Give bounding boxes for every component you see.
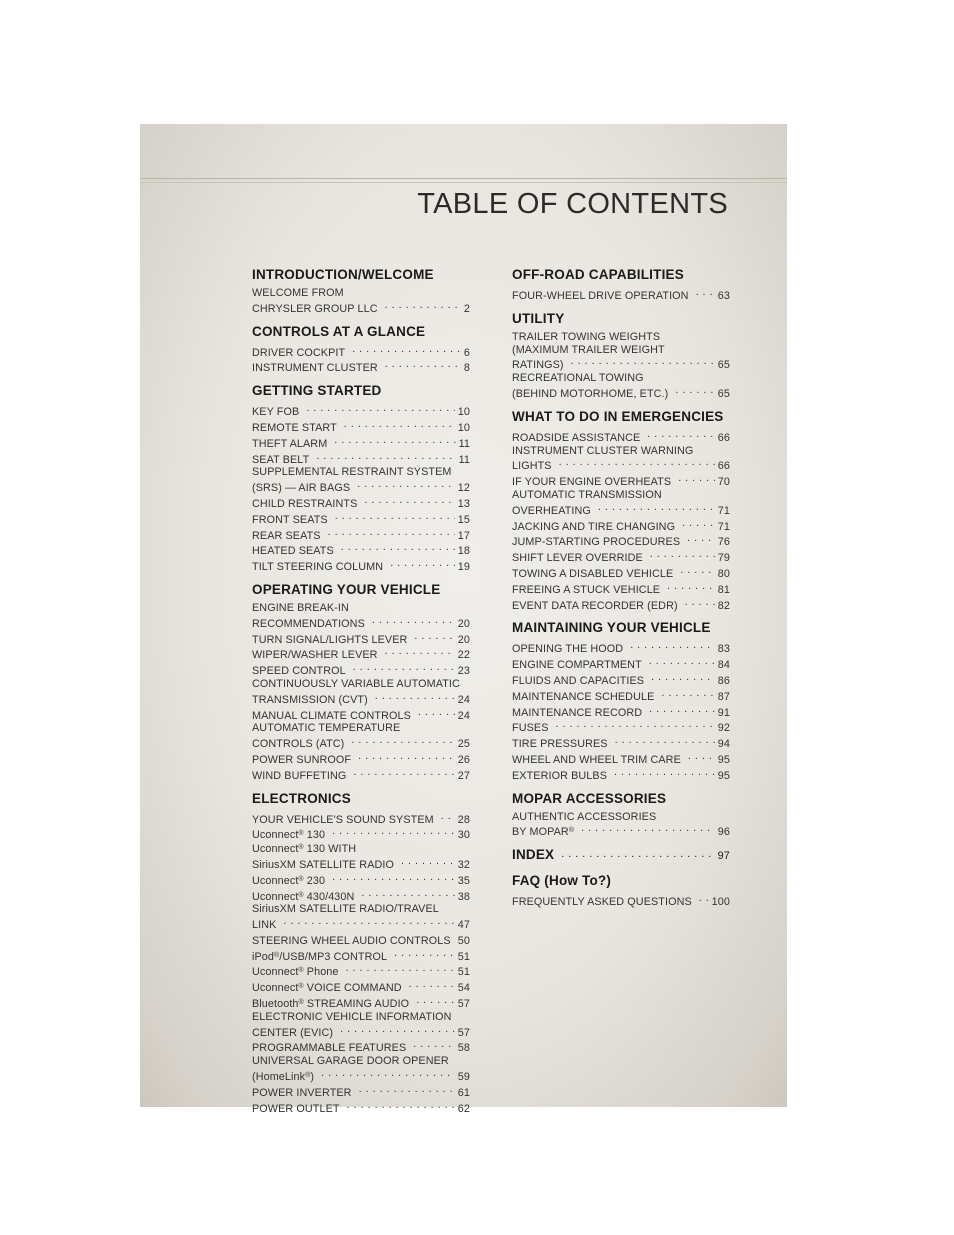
- entry-title: WHEEL AND WHEEL TRIM CARE: [512, 753, 681, 766]
- entry-title: CHILD RESTRAINTS: [252, 497, 358, 510]
- leader-dots: [674, 473, 715, 485]
- page-number: 24: [457, 693, 470, 706]
- entry-text-line: AUTOMATIC TEMPERATURE: [252, 722, 401, 735]
- page-number: 84: [717, 659, 730, 672]
- leader-dots: [331, 511, 455, 523]
- toc-section: [512, 846, 730, 865]
- document-page: [140, 124, 787, 1115]
- toc-entry[interactable]: [252, 344, 470, 360]
- entry-title: Uconnect® 230: [252, 874, 326, 887]
- leader-dots: [302, 403, 454, 415]
- entry-title: WIND BUFFETING: [252, 769, 347, 782]
- page-number: 71: [717, 520, 730, 533]
- leader-dots: [695, 893, 709, 905]
- leader-dots: [354, 751, 455, 763]
- leader-dots: [610, 767, 715, 779]
- leader-dots: [347, 735, 454, 747]
- page-number: 71: [717, 504, 730, 517]
- page-number: 87: [717, 690, 730, 703]
- toc-entry[interactable]: [512, 533, 730, 549]
- entry-title: MAINTENANCE RECORD: [512, 706, 643, 719]
- entry-title: RECOMMENDATIONS: [252, 617, 365, 630]
- page-number: 13: [457, 497, 470, 510]
- entry-title: Uconnect® 130: [252, 829, 326, 842]
- toc-entry[interactable]: [512, 473, 730, 489]
- page-number: 2: [463, 302, 470, 315]
- entry-title: ROADSIDE ASSISTANCE: [512, 431, 641, 444]
- leader-dots: [663, 581, 715, 593]
- page-number: 27: [457, 769, 470, 782]
- toc-section: [512, 619, 730, 782]
- leader-dots: [386, 558, 455, 570]
- entry-title: TOWING A DISABLED VEHICLE: [512, 567, 674, 580]
- page-number: 26: [457, 753, 470, 766]
- toc-entry[interactable]: [512, 331, 730, 372]
- toc-entry[interactable]: [252, 1055, 470, 1084]
- page-number: 23: [457, 665, 470, 678]
- leader-dots: [647, 672, 715, 684]
- leader-dots: [317, 1068, 455, 1080]
- leader-dots: [355, 1084, 455, 1096]
- entry-title: SiriusXM SATELLITE RADIO: [252, 858, 394, 871]
- leader-dots: [555, 457, 715, 469]
- section-heading: [512, 846, 730, 865]
- section-heading: ELECTRONICS: [252, 790, 351, 806]
- toc-entry[interactable]: [252, 888, 470, 904]
- toc-entry[interactable]: [252, 646, 470, 662]
- leader-dots: [567, 356, 715, 368]
- toc-entry[interactable]: [512, 719, 730, 735]
- leader-dots: [324, 527, 455, 539]
- toc-section: [252, 266, 470, 316]
- page-title: TABLE OF CONTENTS: [417, 188, 728, 220]
- entry-title: CONTROLS (ATC): [252, 738, 345, 751]
- leader-dots: [684, 751, 715, 763]
- toc-entry[interactable]: [512, 372, 730, 401]
- page-number: 81: [717, 583, 730, 596]
- leader-dots: [577, 823, 715, 835]
- section-heading: FAQ (How To?): [512, 873, 612, 889]
- entry-title: POWER SUNROOF: [252, 753, 352, 766]
- entry-title: IF YOUR ENGINE OVERHEATS: [512, 476, 672, 489]
- toc-entry[interactable]: [512, 704, 730, 720]
- toc-section: [512, 790, 730, 840]
- entry-title: FLUIDS AND CAPACITIES: [512, 674, 645, 687]
- header-rule-secondary: [140, 182, 787, 183]
- toc-section: [512, 872, 730, 909]
- section-heading: CONTROLS AT A GLANCE: [252, 323, 426, 339]
- entry-title: Uconnect® 430/430N: [252, 890, 355, 903]
- leader-dots: [342, 963, 455, 975]
- entry-title: EXTERIOR BULBS: [512, 769, 607, 782]
- leader-dots: [353, 479, 455, 491]
- toc-entry[interactable]: [252, 558, 470, 574]
- toc-column-right: [512, 266, 730, 916]
- entry-title: ENGINE COMPARTMENT: [512, 659, 642, 672]
- toc-entry[interactable]: [252, 979, 470, 995]
- toc-entry[interactable]: [512, 287, 730, 303]
- toc-column-left: [252, 266, 470, 1122]
- leader-dots: [390, 948, 455, 960]
- toc-entry[interactable]: [252, 751, 470, 767]
- entry-title: MANUAL CLIMATE CONTROLS: [252, 709, 411, 722]
- leader-dots: [336, 1024, 455, 1036]
- section-heading-text: INDEX: [512, 847, 555, 863]
- toc-entry[interactable]: [252, 419, 470, 435]
- leader-dots: [381, 359, 461, 371]
- page-number: 35: [457, 874, 470, 887]
- entry-text-line: AUTOMATIC TRANSMISSION: [512, 488, 662, 501]
- entry-text-line: INSTRUMENT CLUSTER WARNING: [512, 444, 694, 457]
- toc-entry[interactable]: [252, 826, 470, 842]
- page-number: 18: [457, 545, 470, 558]
- leader-dots: [657, 688, 714, 700]
- entry-title: DRIVER COCKPIT: [252, 346, 346, 359]
- entry-title: FREEING A STUCK VEHICLE: [512, 583, 661, 596]
- toc-entry[interactable]: [252, 451, 470, 467]
- toc-entry[interactable]: [252, 707, 470, 723]
- leader-dots: [552, 719, 715, 731]
- entry-title: POWER OUTLET: [252, 1102, 340, 1115]
- entry-title: SEAT BELT: [252, 453, 310, 466]
- toc-entry[interactable]: [252, 1011, 470, 1040]
- entry-text-line: AUTHENTIC ACCESSORIES: [512, 810, 657, 823]
- leader-dots: [671, 385, 714, 397]
- leader-dots: [349, 767, 454, 779]
- entry-title: KEY FOB: [252, 406, 300, 419]
- page-number: 97: [717, 850, 730, 863]
- leader-dots: [409, 1039, 455, 1051]
- leader-dots: [626, 640, 715, 652]
- toc-section: [252, 323, 470, 376]
- entry-title: BY MOPAR®: [512, 826, 575, 839]
- leader-dots: [368, 615, 455, 627]
- toc-entry[interactable]: [252, 932, 470, 948]
- toc-entry[interactable]: [512, 549, 730, 565]
- entry-text-line: ENGINE BREAK-IN: [252, 601, 349, 614]
- section-heading: GETTING STARTED: [252, 383, 382, 399]
- toc-entry[interactable]: [512, 518, 730, 534]
- toc-entry[interactable]: [512, 429, 730, 445]
- page-number: 92: [717, 722, 730, 735]
- toc-entry[interactable]: [252, 842, 470, 872]
- entry-title: WIPER/WASHER LEVER: [252, 649, 378, 662]
- entry-title: CHRYSLER GROUP LLC: [252, 302, 378, 315]
- leader-dots: [676, 565, 714, 577]
- leader-dots: [349, 662, 455, 674]
- toc-entry[interactable]: [512, 735, 730, 751]
- entry-text-line: SiriusXM SATELLITE RADIO/TRAVEL: [252, 903, 439, 916]
- page-number: 51: [457, 966, 470, 979]
- entry-text-line: SUPPLEMENTAL RESTRAINT SYSTEM: [252, 466, 452, 479]
- leader-dots: [330, 435, 455, 447]
- leader-dots: [645, 656, 715, 668]
- entry-title: TIRE PRESSURES: [512, 738, 608, 751]
- entry-title: Bluetooth® STREAMING AUDIO: [252, 998, 410, 1011]
- entry-text-line: TRAILER TOWING WEIGHTS: [512, 330, 661, 343]
- entry-title: Uconnect® VOICE COMMAND: [252, 982, 402, 995]
- entry-text-line: RECREATIONAL TOWING: [512, 372, 644, 385]
- toc-entry[interactable]: [252, 995, 470, 1011]
- leader-dots: [348, 344, 461, 356]
- toc-entry[interactable]: [252, 872, 470, 888]
- page-number: 10: [457, 421, 470, 434]
- leader-dots: [337, 542, 455, 554]
- entry-title: OVERHEATING: [512, 504, 591, 517]
- entry-title: iPod®/USB/MP3 CONTROL: [252, 950, 388, 963]
- entry-title: FUSES: [512, 722, 549, 735]
- entry-text-line: WELCOME FROM: [252, 287, 344, 299]
- toc-entry[interactable]: [252, 511, 470, 527]
- entry-title: (BEHIND MOTORHOME, ETC.): [512, 387, 669, 400]
- toc-section: [512, 408, 730, 613]
- toc-entry[interactable]: [252, 435, 470, 451]
- section-heading: MAINTAINING YOUR VEHICLE: [512, 620, 711, 636]
- toc-entry[interactable]: [252, 542, 470, 558]
- toc-entry[interactable]: [512, 640, 730, 656]
- entry-title: JUMP-STARTING PROCEDURES: [512, 536, 681, 549]
- toc-entry[interactable]: [252, 903, 470, 932]
- toc-entry[interactable]: [252, 767, 470, 783]
- toc-entry[interactable]: [512, 565, 730, 581]
- toc-entry[interactable]: [252, 722, 470, 751]
- leader-dots: [692, 287, 715, 299]
- page-number: 22: [457, 649, 470, 662]
- toc-entry[interactable]: [252, 662, 470, 678]
- toc-entry[interactable]: [252, 527, 470, 543]
- leader-dots: [312, 451, 455, 463]
- page-number: 94: [717, 738, 730, 751]
- page-number: 82: [717, 599, 730, 612]
- page-number: 95: [717, 769, 730, 782]
- page-number: 20: [457, 633, 470, 646]
- entry-title: Uconnect® Phone: [252, 966, 339, 979]
- toc-entry[interactable]: [512, 656, 730, 672]
- entry-title: HEATED SEATS: [252, 545, 334, 558]
- toc-entry[interactable]: [252, 948, 470, 964]
- leader-dots: [381, 300, 461, 312]
- page-number: 66: [717, 460, 730, 473]
- entry-title: LIGHTS: [512, 460, 552, 473]
- page-number: 10: [457, 406, 470, 419]
- toc-entry[interactable]: [252, 602, 470, 631]
- toc-entry[interactable]: [512, 597, 730, 613]
- toc-entry[interactable]: [252, 287, 470, 316]
- page-number: 17: [457, 529, 470, 542]
- leader-dots: [279, 916, 454, 928]
- entry-title: FRONT SEATS: [252, 513, 328, 526]
- toc-entry[interactable]: [512, 767, 730, 783]
- entry-title: MAINTENANCE SCHEDULE: [512, 690, 655, 703]
- leader-dots: [405, 979, 455, 991]
- leader-dots: [414, 707, 455, 719]
- page-number: 91: [717, 706, 730, 719]
- page-number: 25: [457, 738, 470, 751]
- toc-entry[interactable]: [512, 445, 730, 474]
- leader-dots: [357, 888, 454, 900]
- page-number: 11: [458, 453, 470, 466]
- page-number: 54: [457, 982, 470, 995]
- page-number: 51: [457, 950, 470, 963]
- toc-entry[interactable]: [512, 581, 730, 597]
- entry-title: TILT STEERING COLUMN: [252, 561, 384, 574]
- entry-title: STEERING WHEEL AUDIO CONTROLS: [252, 934, 451, 947]
- page-number: 57: [457, 998, 470, 1011]
- page-number: 59: [457, 1071, 470, 1084]
- section-heading: WHAT TO DO IN EMERGENCIES: [512, 408, 724, 424]
- entry-title: JACKING AND TIRE CHANGING: [512, 520, 676, 533]
- entry-title: EVENT DATA RECORDER (EDR): [512, 599, 678, 612]
- toc-entry[interactable]: [252, 359, 470, 375]
- page-number: 32: [457, 858, 470, 871]
- leader-dots: [381, 646, 455, 658]
- leader-dots: [340, 419, 455, 431]
- entry-title: RATINGS): [512, 359, 564, 372]
- page-number: 57: [457, 1026, 470, 1039]
- page-number: 66: [717, 431, 730, 444]
- leader-dots: [328, 872, 455, 884]
- page-number: 76: [717, 536, 730, 549]
- leader-dots: [397, 856, 455, 868]
- entry-title: INSTRUMENT CLUSTER: [252, 362, 378, 375]
- entry-text-line: CONTINUOUSLY VARIABLE AUTOMATIC: [252, 677, 460, 690]
- entry-title: OPENING THE HOOD: [512, 643, 624, 656]
- entry-title: THEFT ALARM: [252, 437, 328, 450]
- section-heading: MOPAR ACCESSORIES: [512, 790, 667, 806]
- toc-entry[interactable]: [252, 963, 470, 979]
- page-number: 47: [457, 919, 470, 932]
- page-number: 61: [457, 1086, 470, 1099]
- page-number: 86: [717, 674, 730, 687]
- page-number: 65: [717, 359, 730, 372]
- page-number: 20: [457, 617, 470, 630]
- toc-entry[interactable]: [512, 751, 730, 767]
- entry-title: LINK: [252, 919, 277, 932]
- toc-entry[interactable]: [252, 1100, 470, 1116]
- entry-title: POWER INVERTER: [252, 1086, 352, 1099]
- entry-title: PROGRAMMABLE FEATURES: [252, 1042, 407, 1055]
- section-heading: OFF-ROAD CAPABILITIES: [512, 267, 684, 282]
- page-number: 96: [717, 826, 730, 839]
- entry-text-line: (MAXIMUM TRAILER WEIGHT: [512, 343, 665, 356]
- leader-dots: [454, 932, 455, 944]
- section-heading: INTRODUCTION/WELCOME: [252, 267, 434, 282]
- page-number: 95: [717, 753, 730, 766]
- entry-title: FREQUENTLY ASKED QUESTIONS: [512, 896, 692, 909]
- entry-title: SHIFT LEVER OVERRIDE: [512, 552, 643, 565]
- toc-entry[interactable]: [512, 489, 730, 518]
- toc-entry[interactable]: [252, 403, 470, 419]
- toc-section: [512, 310, 730, 401]
- page-number: 83: [717, 643, 730, 656]
- leader-dots: [594, 502, 715, 514]
- entry-title: REMOTE START: [252, 421, 337, 434]
- toc-entry[interactable]: [512, 672, 730, 688]
- leader-dots: [646, 549, 715, 561]
- page-number: 58: [457, 1042, 470, 1055]
- page-number: 100: [711, 896, 730, 909]
- page-number: 12: [457, 482, 470, 495]
- page-number: 28: [457, 813, 470, 826]
- entry-title: (SRS) — AIR BAGS: [252, 482, 351, 495]
- page-number: 11: [458, 437, 470, 450]
- toc-entry[interactable]: [252, 631, 470, 647]
- toc-entry[interactable]: [252, 495, 470, 511]
- entry-text-line: ELECTRONIC VEHICLE INFORMATION: [252, 1010, 452, 1023]
- toc-entry[interactable]: [512, 811, 730, 840]
- page-number: 30: [457, 829, 470, 842]
- entry-title: TRANSMISSION (CVT): [252, 693, 368, 706]
- leader-dots: [437, 811, 455, 823]
- header-rule: [140, 178, 787, 179]
- entry-title: CENTER (EVIC): [252, 1026, 334, 1039]
- toc-section: [512, 266, 730, 303]
- toc-section: [252, 382, 470, 574]
- page-number: 15: [457, 513, 470, 526]
- section-heading: UTILITY: [512, 310, 565, 326]
- leader-dots: [611, 735, 715, 747]
- page-number: 50: [457, 934, 470, 947]
- toc-entry[interactable]: [252, 811, 470, 827]
- leader-dots: [343, 1100, 455, 1112]
- leader-dots: [678, 518, 715, 530]
- page-number: 8: [463, 362, 470, 375]
- entry-title: REAR SEATS: [252, 529, 321, 542]
- page-number: 6: [463, 346, 470, 359]
- toc-section: [252, 581, 470, 783]
- page-number: 62: [457, 1102, 470, 1115]
- toc-section: [252, 790, 470, 1116]
- entry-text-line: Uconnect® 130 WITH: [252, 843, 357, 856]
- leader-dots: [371, 691, 455, 703]
- page-number: 63: [717, 290, 730, 302]
- page-number: 24: [457, 709, 470, 722]
- leader-dots: [360, 495, 454, 507]
- entry-title: SPEED CONTROL: [252, 665, 346, 678]
- leader-dots: [643, 429, 714, 441]
- leader-dots: [681, 597, 715, 609]
- entry-title: YOUR VEHICLE'S SOUND SYSTEM: [252, 813, 434, 826]
- entry-title: (HomeLink®): [252, 1071, 315, 1084]
- page-number: 79: [717, 552, 730, 565]
- entry-text-line: UNIVERSAL GARAGE DOOR OPENER: [252, 1055, 449, 1068]
- page-number: 19: [457, 561, 470, 574]
- leader-dots: [683, 533, 715, 545]
- leader-dots: [557, 847, 714, 859]
- page-number: 70: [717, 476, 730, 489]
- toc-entry[interactable]: [252, 1039, 470, 1055]
- entry-title: TURN SIGNAL/LIGHTS LEVER: [252, 633, 408, 646]
- toc-entry[interactable]: [252, 466, 470, 495]
- leader-dots: [328, 826, 455, 838]
- page-number: 65: [717, 387, 730, 400]
- leader-dots: [410, 631, 454, 643]
- page-number: 80: [717, 567, 730, 580]
- entry-title: FOUR-WHEEL DRIVE OPERATION: [512, 290, 689, 302]
- toc-entry[interactable]: [512, 688, 730, 704]
- toc-entry[interactable]: [252, 678, 470, 707]
- section-heading: OPERATING YOUR VEHICLE: [252, 581, 441, 597]
- toc-entry[interactable]: [512, 893, 730, 909]
- leader-dots: [412, 995, 455, 1007]
- toc-entry[interactable]: [252, 1084, 470, 1100]
- leader-dots: [645, 704, 715, 716]
- page-number: 38: [457, 890, 470, 903]
